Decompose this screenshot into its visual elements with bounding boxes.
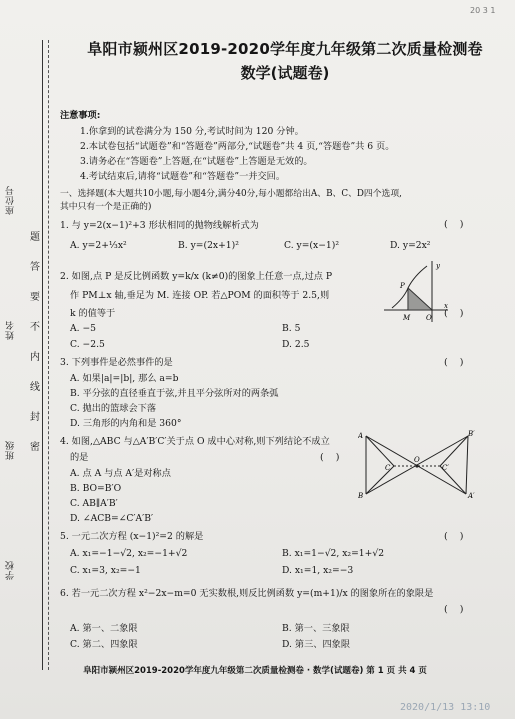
- page-footer: 阜阳市颍州区2019-2020学年度九年级第二次质量检测卷 · 数学(试题卷) 第 1 页 共 4 页: [83, 666, 427, 676]
- q2-option-a: A. −5: [70, 323, 97, 334]
- answer-bracket: ( ): [444, 219, 464, 230]
- answer-bracket: ( ): [444, 308, 464, 319]
- label-y: y: [436, 262, 440, 270]
- q6-option-d: D. 第三、四象限: [282, 639, 351, 650]
- label-b: B: [358, 492, 364, 500]
- segment-a2b2: [466, 436, 468, 494]
- q4-option-c: C. AB∥A′B′: [70, 498, 118, 509]
- seal-word: 线: [30, 382, 40, 393]
- note-item: 2.本试卷包括“试题卷”和“答题卷”两部分,“试题卷”共 4 页,“答题卷”共 6 页。: [80, 141, 395, 152]
- q4-option-b: B. BO=B′O: [70, 483, 122, 494]
- q5-option-c: C. x₁=3, x₂=−1: [70, 565, 141, 576]
- q4-option-a: A. 点 A 与点 A′是对称点: [70, 468, 171, 479]
- seal-word: 内: [30, 352, 40, 363]
- seal-word: 不: [30, 322, 40, 333]
- q6-option-a: A. 第一、二象限: [70, 623, 138, 634]
- name-label: 姓名: [6, 320, 16, 340]
- q4-figure: [358, 428, 478, 500]
- seal-word: 答: [30, 262, 40, 273]
- answer-bracket: ( ): [320, 452, 340, 463]
- q3-option-a: A. 如果|a|=|b|, 那么 a=b: [70, 373, 179, 384]
- q5-option-d: D. x₁=1, x₂=−3: [282, 565, 354, 576]
- note-item: 3.请务必在“答题卷”上答题,在“试题卷”上答题是无效的。: [80, 156, 313, 167]
- q2-option-c: C. −2.5: [70, 339, 105, 350]
- seal-word: 封: [30, 412, 40, 423]
- q6-option-b: B. 第一、三象限: [282, 623, 350, 634]
- answer-bracket: ( ): [444, 604, 464, 615]
- q2-stem: 2. 如图,点 P 是反比例函数 y=k/x (k≠0)的图象上任意一点,过点 P: [60, 271, 333, 282]
- note-item: 4.考试结束后,请将“试题卷”和“答题卷”一并交回。: [80, 171, 286, 182]
- label-o: O: [426, 314, 432, 322]
- segment-ac: [366, 436, 394, 466]
- label-a2: A′: [468, 492, 475, 500]
- answer-bracket: ( ): [444, 531, 464, 542]
- q3-option-b: B. 平分弦的直径垂直于弦,并且平分弦所对的两条弧: [70, 388, 279, 399]
- note-item: 1.你拿到的试卷满分为 150 分,考试时间为 120 分钟。: [80, 126, 304, 137]
- q1-option-a: A. y=2+⅓x²: [70, 240, 127, 251]
- q1-option-b: B. y=(2x+1)²: [178, 240, 239, 251]
- q2-stem-cont: 作 PM⊥x 轴,垂足为 M. 连接 OP. 若△POM 的面积等于 2.5,则: [70, 290, 330, 301]
- q5-option-a: A. x₁=−1−√2, x₂=−1+√2: [70, 548, 188, 559]
- q2-stem-cont: k 的值等于: [70, 308, 116, 319]
- q3-option-c: C. 抛出的篮球会下落: [70, 403, 157, 414]
- school-label: 学校: [6, 560, 16, 580]
- seal-line: [48, 40, 49, 670]
- page-title: 阜阳市颍州区2019-2020学年度九年级第二次质量检测卷: [87, 40, 483, 58]
- corner-mark: 20 3 1: [470, 6, 496, 15]
- seal-word: 题: [30, 232, 40, 243]
- segment-b2c2: [440, 436, 468, 466]
- binding-line: [42, 40, 43, 670]
- q6-stem: 6. 若一元二次方程 x²−2x−m=0 无实数根,则反比例函数 y=(m+1)/x 的图象所在的象限是: [60, 588, 434, 599]
- q6-option-c: C. 第二、四象限: [70, 639, 138, 650]
- q1-option-d: D. y=2x²: [390, 240, 431, 251]
- label-a: A: [358, 432, 364, 440]
- photo-timestamp: 2020/1/13 13:10: [400, 702, 491, 713]
- q3-option-d: D. 三角形的内角和是 360°: [70, 418, 182, 429]
- label-x: x: [444, 302, 448, 310]
- q2-figure: [382, 258, 450, 324]
- binding-margin: [0, 0, 56, 680]
- q2-option-b: B. 5: [282, 323, 301, 334]
- q1-option-c: C. y=(x−1)²: [284, 240, 340, 251]
- seal-word: 密: [30, 442, 40, 453]
- label-c2: C′: [442, 464, 449, 472]
- q2-option-d: D. 2.5: [282, 339, 310, 350]
- q5-option-b: B. x₁=1−√2, x₂=1+√2: [282, 548, 385, 559]
- label-b2: B′: [468, 430, 475, 438]
- page-subtitle: 数学(试题卷): [240, 64, 330, 82]
- seat-label: 座位号: [6, 185, 16, 215]
- q5-stem: 5. 一元二次方程 (x−1)²=2 的解是: [60, 531, 204, 542]
- q4-stem-cont: 的是: [70, 452, 89, 463]
- notes-heading: 注意事项:: [60, 110, 101, 121]
- q4-option-d: D. ∠ACB=∠C′A′B′: [70, 513, 154, 524]
- q4-stem: 4. 如图,△ABC 与△A′B′C′关于点 O 成中心对称,则下列结论不成立: [60, 436, 330, 447]
- answer-bracket: ( ): [444, 357, 464, 368]
- q1-stem: 1. 与 y=2(x−1)²+3 形状相同的抛物线解析式为: [60, 220, 259, 231]
- label-c: C: [385, 464, 391, 472]
- point-o: [415, 464, 418, 467]
- label-p: P: [400, 282, 405, 290]
- label-o: O: [414, 456, 420, 464]
- label-m: M: [403, 314, 411, 322]
- section-header: 一、选择题(本大题共10小题,每小题4分,满分40分,每小题都给出A、B、C、D四个选项,: [60, 189, 402, 199]
- class-label: 班级: [6, 440, 16, 460]
- section-header-cont: 其中只有一个是正确的): [60, 202, 152, 212]
- seal-word: 要: [30, 292, 40, 303]
- q3-stem: 3. 下列事件是必然事件的是: [60, 357, 173, 368]
